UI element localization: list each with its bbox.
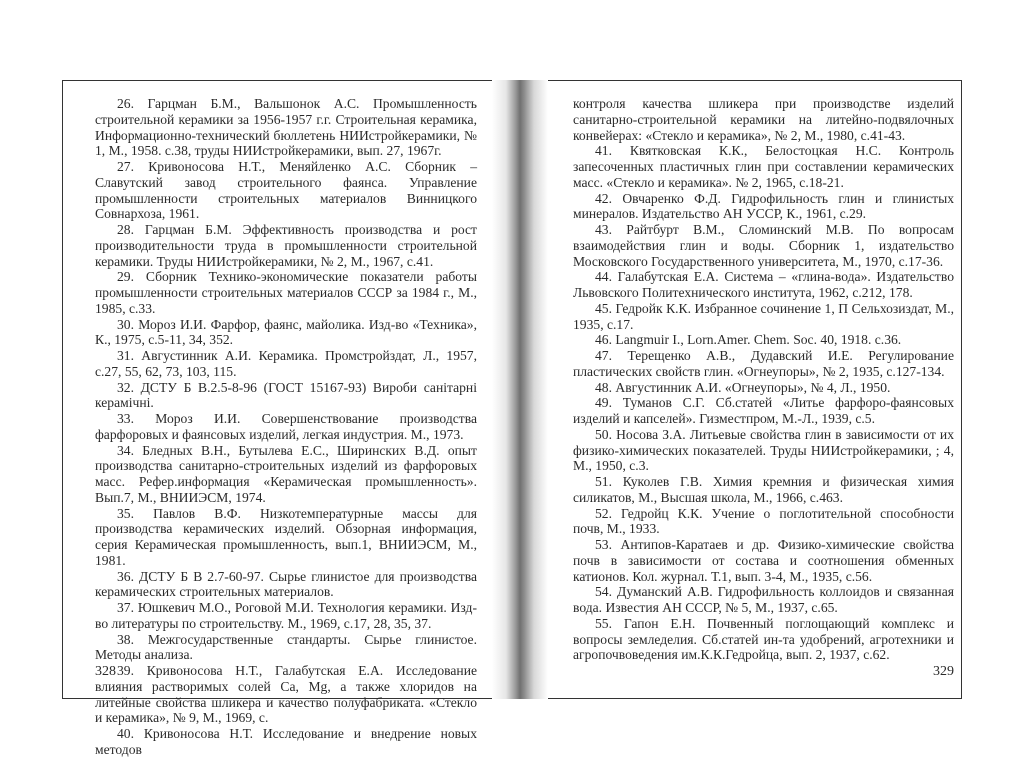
reference-entry: 42. Овчаренко Ф.Д. Гидрофильность глин и глинистых минералов. Издательство АН УССР, К., 1961, с.29. [573, 190, 954, 222]
reference-entry: 27. Кривоносова Н.Т., Меняйленко А.С. Сборник – Славутский завод строительного фаянса. Управление промышленности строительных материалов Винницкого Совнархоза, 1961. [95, 159, 477, 222]
reference-entry: 33. Мороз И.И. Совершенствование производства фарфоровых и фаянсовых изделий, легкая индустрия. М., 1973. [95, 411, 477, 442]
reference-entry: 49. Туманов С.Г. Сб.статей «Литье фарфоро-фаянсовых изделий и капселей». Гизместпром, М.-Л., 1939, с.5. [573, 395, 954, 426]
reference-entry: 41. Квятковская К.К., Белостоцкая Н.С. Контроль запесоченных пластичных глин при составлении керамических масс. «Стекло и керамика». № 2, 1965, с.18-21. [573, 143, 954, 190]
reference-continuation: контроля качества шликера при производстве изделий санитарно-строительной керамики на литейно-подвялочных конвейерах: «Стекло и керамика», № 2, М., 1980, с.41-43. [573, 96, 954, 143]
reference-entry: 28. Гарцман Б.М. Эффективность производства и рост производительности труда в промышленности строительной керамики. Труды НИИстройкерамики, № 2, М., 1967, с.41. [95, 222, 477, 269]
page-number-right: 329 [933, 664, 954, 679]
reference-entry: 29. Сборник Технико-экономические показатели работы промышленности строительных материалов СССР за 1984 г., М., 1985, с.33. [95, 269, 477, 316]
reference-entry: 36. ДСТУ Б В 2.7-60-97. Сырье глинистое для производства керамических строительных материалов. [95, 568, 477, 600]
reference-entry: 32. ДСТУ Б В.2.5-8-96 (ГОСТ 15167-93) Вироби санітарні керамічні. [95, 379, 477, 411]
reference-entry: 54. Думанский А.В. Гидрофильность коллоидов и связанная вода. Известия АН СССР, № 5, М., 1937, с.65. [573, 584, 954, 615]
reference-entry: 50. Носова З.А. Литьевые свойства глин в зависимости от их физико-химических показателей. Труды НИИстройкерамики, ; 4, М., 1950, с.3. [573, 426, 954, 474]
reference-entry: 34. Бледных В.Н., Бутылева Е.С., Ширинских В.Д. опыт производства санитарно-строительных изделий из фарфоровых масс. Рефер.информация «Керамическая промышленность». Вып.7, М., ВНИИЭСМ, 1974. [95, 442, 477, 505]
reference-entry: 35. Павлов В.Ф. Низкотемпературные массы для производства керамических изделий. Обзорная информация, серия Керамическая промышленность, вып.1, ВНИИЭСМ, М., 1981. [95, 505, 477, 568]
reference-entry: 31. Августинник А.И. Керамика. Промстройздат, Л., 1957, с.27, 55, 62, 73, 103, 115. [95, 348, 477, 379]
reference-entry: 55. Гапон Е.Н. Почвенный поглощающий комплекс и вопросы земледелия. Сб.статей ин-та удобрений, агротехники и агропочвоведения им.К.К.Гедройца, вып. 2, 1937, с.62. [573, 615, 954, 663]
reference-entry: 44. Галабутская Е.А. Система – «глина-вода». Издательство Львовского Политехнического института, 1962, с.212, 178. [573, 269, 954, 300]
reference-entry: 52. Гедройц К.К. Учение о поглотительной способности почв, М., 1933. [573, 505, 954, 537]
reference-entry: 51. Куколев Г.В. Химия кремния и физическая химия силикатов, М., Высшая школа, М., 1966, с.463. [573, 474, 954, 505]
reference-entry: 40. Кривоносова Н.Т. Исследование и внедрение новых методов [95, 726, 477, 757]
reference-entry: 48. Августинник А.И. «Огнеупоры», № 4, Л., 1950. [595, 379, 891, 395]
page-number-left: 328 [95, 664, 116, 679]
book-gutter [492, 80, 548, 699]
reference-entry: 43. Райтбурт В.М., Сломинский М.В. По вопросам взаимодействия глин и воды. Сборник 1, издательство Московского Государственного университета, М., 1970, с.17-36. [573, 222, 954, 269]
reference-entry: 37. Юшкевич М.О., Роговой М.И. Технология керамики. Изд-во литературы по строительству. М., 1969, с.17, 28, 35, 37. [95, 600, 477, 631]
right-page [573, 96, 954, 663]
reference-entry: 26. Гарцман Б.М., Вальшонок А.С. Промышленность строительной керамики за 1956-1957 г.г. Строительная керамика, Информационно-технический бюллетень НИИстройкерамики, № 1, М., 1958. с.38, труды НИИстройкерамики, вып. 27, 1967г. [95, 96, 477, 159]
reference-entry: 45. Гедройк К.К. Избранное сочинение 1, П Сельхозиздат, М., 1935, с.17. [573, 300, 954, 332]
reference-entry: 30. Мороз И.И. Фарфор, фаянс, майолика. Изд-во «Техника», К., 1975, с.5-11, 34, 352. [95, 316, 477, 348]
reference-entry: 46. Langmuir I., Lorn.Amer. Chem. Soc. 40, 1918. с.36. [595, 332, 902, 348]
left-page [95, 96, 477, 758]
reference-entry: 47. Терещенко А.В., Дудавский И.Е. Регулирование пластических свойств глин. «Огнеупоры», № 2, 1935, с.127-134. [573, 348, 954, 379]
reference-entry: 53. Антипов-Каратаев и др. Физико-химические свойства почв в зависимости от состава и соотношения обменных катионов. Кол. журнал. Т.1, вып. 3-4, М., 1935, с.56. [573, 537, 954, 584]
reference-entry: 38. Межгосударственные стандарты. Сырье глинистое. Методы анализа. [95, 631, 477, 663]
reference-entry: 39. Кривоносова Н.Т., Галабутская Е.А. Исследование влияния растворимых солей Ca, Mg, а также хлоридов на литейные свойства шликера и качество полуфабриката. «Стекло и керамика», № 9, М., 1969, с. [95, 663, 477, 726]
